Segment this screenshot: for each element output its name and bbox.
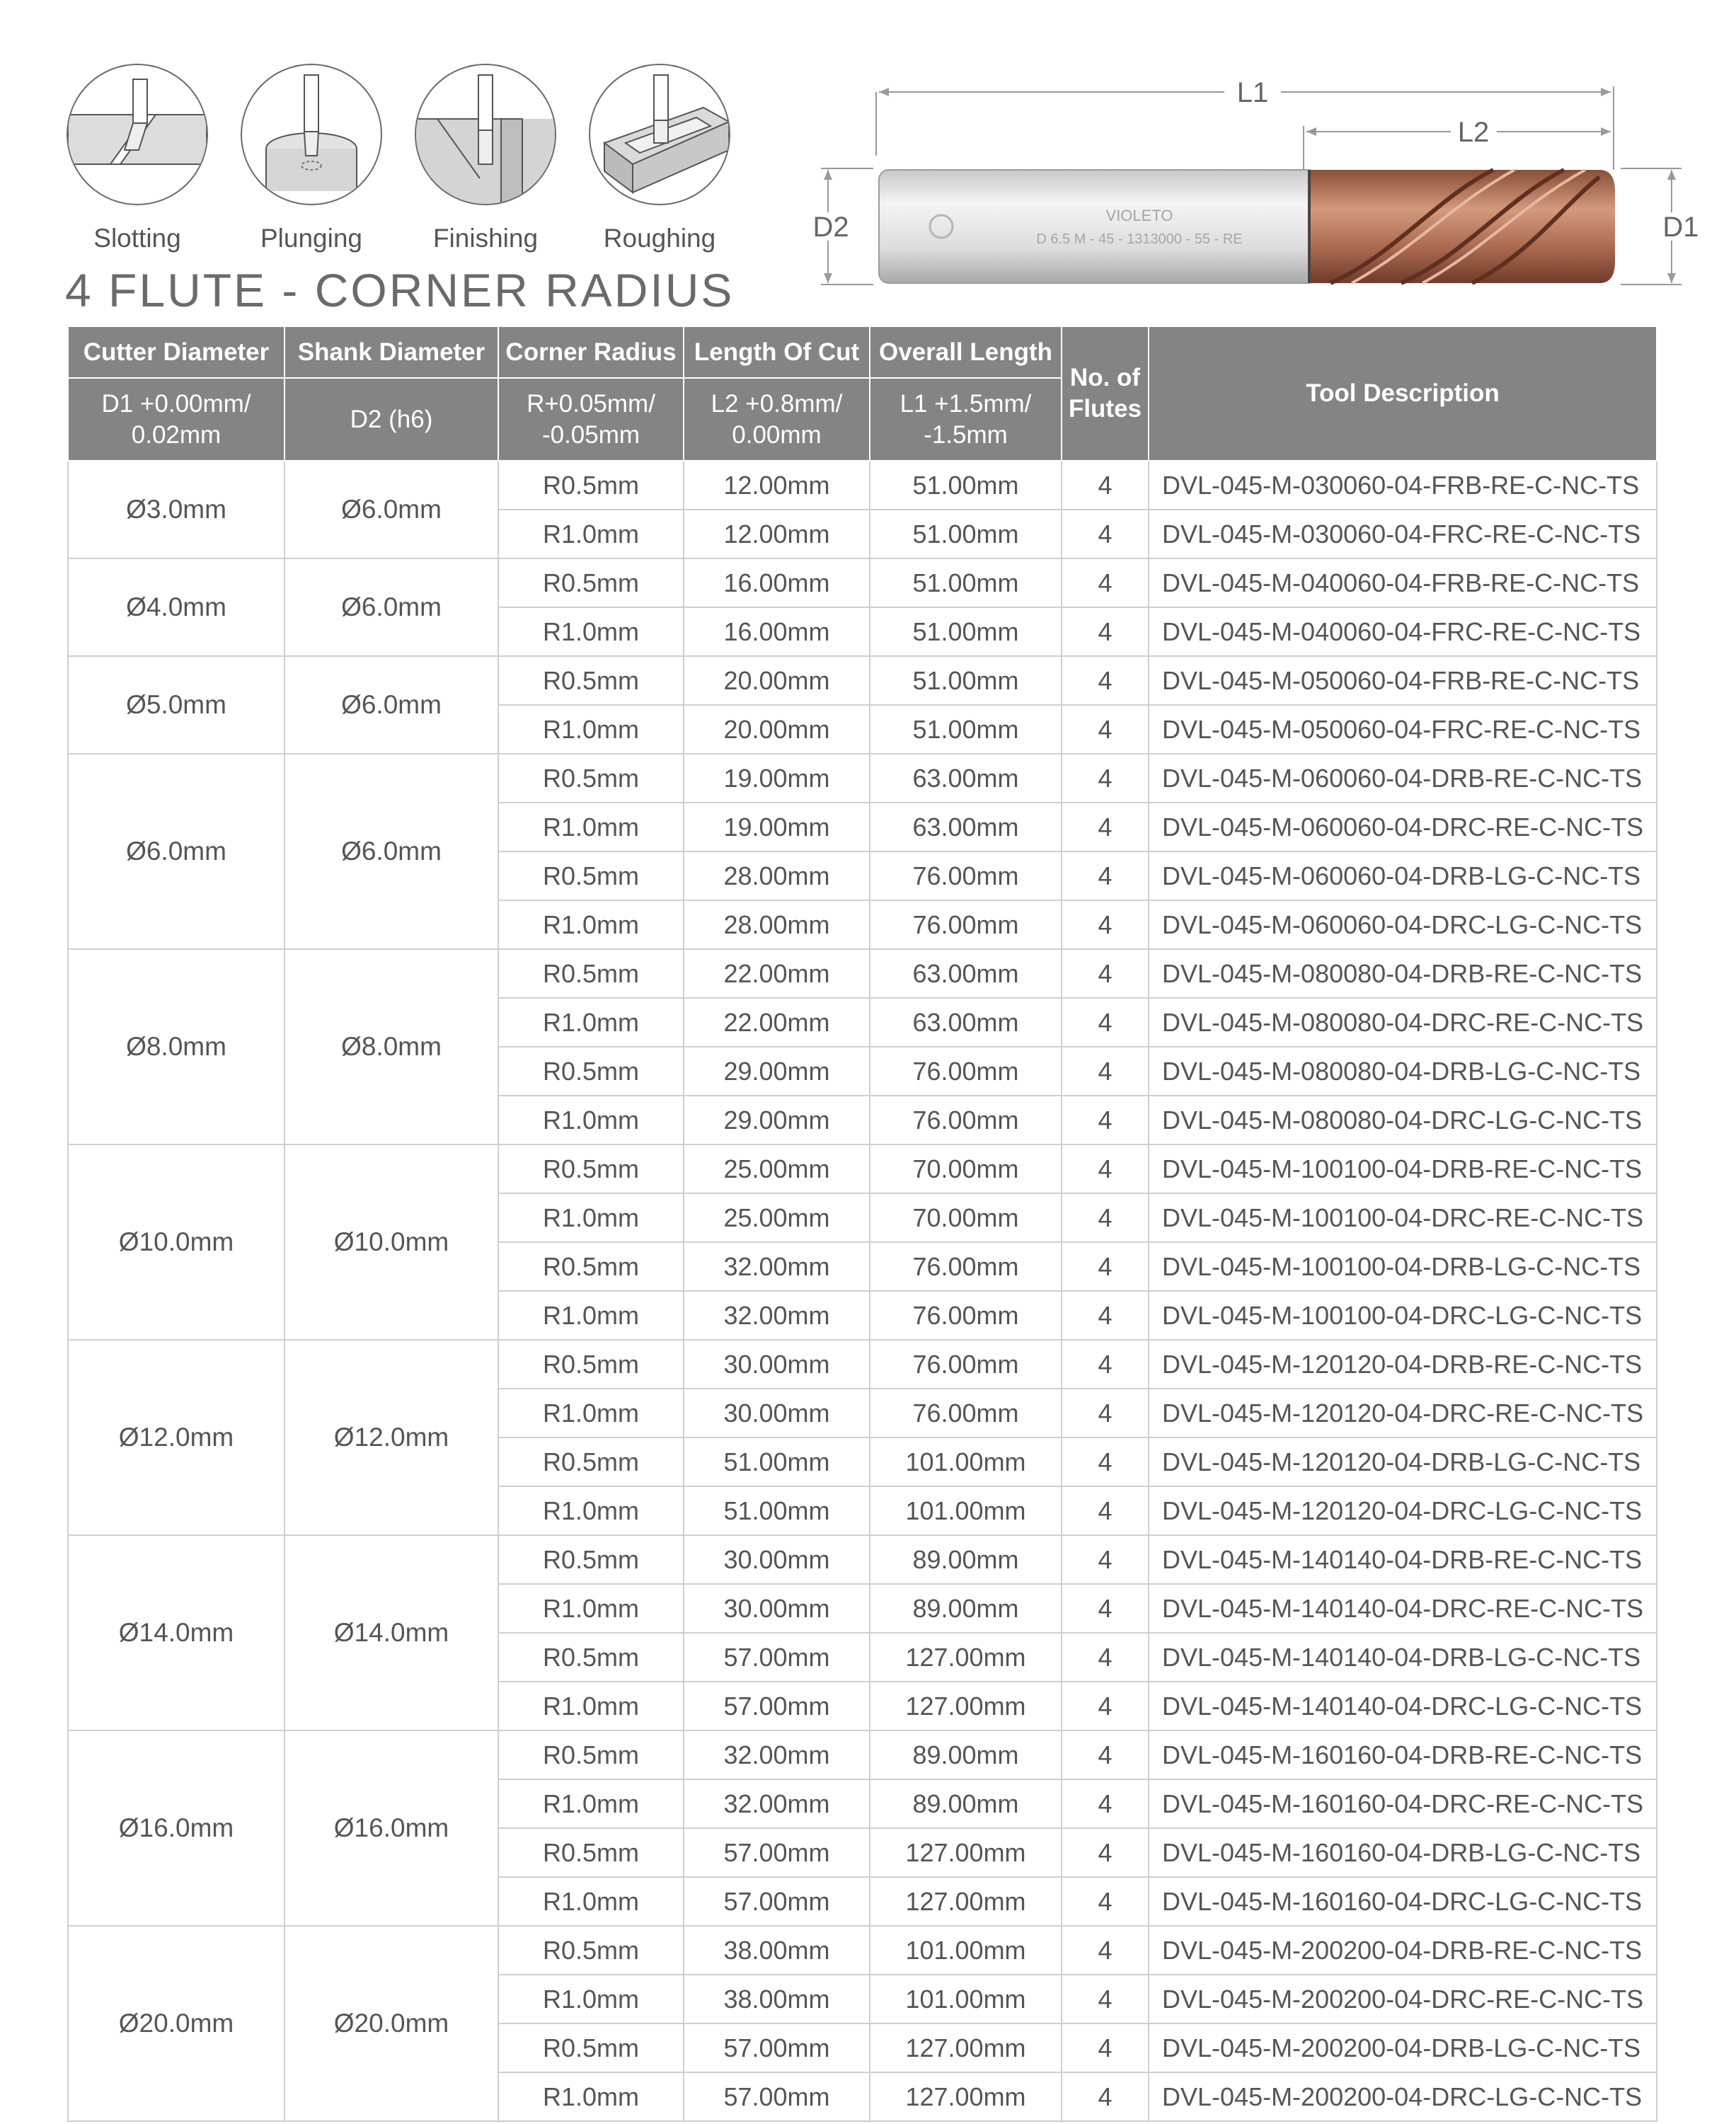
tool-description-cell: DVL-045-M-030060-04-FRB-RE-C-NC-TS xyxy=(1149,461,1657,510)
corner-radius-cell: R0.5mm xyxy=(498,656,684,705)
overall-length-cell: 76.00mm xyxy=(870,1389,1062,1437)
table-row xyxy=(68,656,1657,705)
corner-radius-cell: R1.0mm xyxy=(498,1779,684,1828)
length-of-cut-cell: 38.00mm xyxy=(684,1926,870,1975)
flutes-cell: 4 xyxy=(1062,1730,1149,1779)
corner-radius-cell: R0.5mm xyxy=(498,851,684,900)
table-row xyxy=(68,949,1657,998)
shank-diameter-cell: Ø6.0mm xyxy=(284,461,498,558)
overall-length-cell: 101.00mm xyxy=(870,1926,1062,1975)
length-of-cut-cell: 32.00mm xyxy=(684,1779,870,1828)
corner-radius-cell: R1.0mm xyxy=(498,900,684,949)
tool-description-cell: DVL-045-M-140140-04-DRC-LG-C-NC-TS xyxy=(1149,1682,1657,1730)
cutter-diameter-cell: Ø8.0mm xyxy=(68,949,284,1144)
overall-length-cell: 101.00mm xyxy=(870,1437,1062,1486)
overall-length-cell: 51.00mm xyxy=(870,461,1062,510)
length-of-cut-cell: 30.00mm xyxy=(684,1584,870,1633)
table-body xyxy=(68,461,1657,2121)
overall-length-cell: 89.00mm xyxy=(870,1535,1062,1584)
table-row xyxy=(68,558,1657,607)
flutes-cell: 4 xyxy=(1062,900,1149,949)
corner-radius-cell: R0.5mm xyxy=(498,1926,684,1975)
length-of-cut-cell: 32.00mm xyxy=(684,1291,870,1340)
slotting-icon xyxy=(67,64,208,205)
overall-length-cell: 89.00mm xyxy=(870,1779,1062,1828)
overall-length-cell: 63.00mm xyxy=(870,803,1062,851)
tool-description-cell: DVL-045-M-040060-04-FRC-RE-C-NC-TS xyxy=(1149,607,1657,656)
length-of-cut-cell: 16.00mm xyxy=(684,558,870,607)
flutes-cell: 4 xyxy=(1062,1242,1149,1291)
length-of-cut-cell: 57.00mm xyxy=(684,1877,870,1926)
length-of-cut-cell: 38.00mm xyxy=(684,1975,870,2023)
tool-description-cell: DVL-045-M-050060-04-FRC-RE-C-NC-TS xyxy=(1149,705,1657,754)
tool-description-cell: DVL-045-M-200200-04-DRC-LG-C-NC-TS xyxy=(1149,2072,1657,2121)
tool-description-cell: DVL-045-M-060060-04-DRC-LG-C-NC-TS xyxy=(1149,900,1657,949)
corner-radius-cell: R0.5mm xyxy=(498,1437,684,1486)
tool-description-cell: DVL-045-M-100100-04-DRC-RE-C-NC-TS xyxy=(1149,1193,1657,1242)
corner-radius-cell: R1.0mm xyxy=(498,1975,684,2023)
op-label: Finishing xyxy=(432,224,539,253)
cutter-diameter-cell: Ø10.0mm xyxy=(68,1144,284,1340)
overall-length-cell: 89.00mm xyxy=(870,1730,1062,1779)
tool-description-cell: DVL-045-M-080080-04-DRB-RE-C-NC-TS xyxy=(1149,949,1657,998)
corner-radius-cell: R1.0mm xyxy=(498,2072,684,2121)
op-finishing xyxy=(415,64,556,253)
tool-description-cell: DVL-045-M-100100-04-DRB-LG-C-NC-TS xyxy=(1149,1242,1657,1291)
overall-length-cell: 76.00mm xyxy=(870,1242,1062,1291)
overall-length-cell: 70.00mm xyxy=(870,1144,1062,1193)
cutter-diameter-cell: Ø14.0mm xyxy=(68,1535,284,1730)
header-cutter-diameter: Cutter Diameter xyxy=(68,326,284,378)
flutes-cell: 4 xyxy=(1062,2023,1149,2072)
shank-diameter-cell: Ø14.0mm xyxy=(284,1535,498,1730)
l1-label: L1 xyxy=(1236,77,1269,108)
op-label: Roughing xyxy=(603,224,716,253)
tool-description-cell: DVL-045-M-050060-04-FRB-RE-C-NC-TS xyxy=(1149,656,1657,705)
cutter-diameter-cell: Ø5.0mm xyxy=(68,656,284,754)
table-row xyxy=(68,754,1657,803)
length-of-cut-cell: 28.00mm xyxy=(684,900,870,949)
flutes-cell: 4 xyxy=(1062,2072,1149,2121)
tool-description-cell: DVL-045-M-120120-04-DRB-LG-C-NC-TS xyxy=(1149,1437,1657,1486)
tool-description-cell: DVL-045-M-200200-04-DRB-RE-C-NC-TS xyxy=(1149,1926,1657,1975)
flutes-cell: 4 xyxy=(1062,656,1149,705)
length-of-cut-cell: 32.00mm xyxy=(684,1730,870,1779)
shank-diameter-cell: Ø6.0mm xyxy=(284,754,498,949)
length-of-cut-cell: 20.00mm xyxy=(684,705,870,754)
overall-length-cell: 63.00mm xyxy=(870,754,1062,803)
roughing-icon xyxy=(589,64,730,205)
corner-radius-cell: R1.0mm xyxy=(498,1389,684,1437)
length-of-cut-cell: 57.00mm xyxy=(684,2072,870,2121)
flutes-cell: 4 xyxy=(1062,851,1149,900)
tool-description-cell: DVL-045-M-140140-04-DRB-RE-C-NC-TS xyxy=(1149,1535,1657,1584)
tool-diagram xyxy=(814,71,1706,304)
corner-radius-cell: R0.5mm xyxy=(498,461,684,510)
corner-radius-cell: R0.5mm xyxy=(498,1535,684,1584)
shank-diameter-cell: Ø12.0mm xyxy=(284,1340,498,1535)
flutes-cell: 4 xyxy=(1062,705,1149,754)
tool-description-cell: DVL-045-M-140140-04-DRC-RE-C-NC-TS xyxy=(1149,1584,1657,1633)
corner-radius-cell: R1.0mm xyxy=(498,607,684,656)
cutter-diameter-cell: Ø6.0mm xyxy=(68,754,284,949)
flutes-cell: 4 xyxy=(1062,1193,1149,1242)
corner-radius-cell: R1.0mm xyxy=(498,1193,684,1242)
tool-description-cell: DVL-045-M-030060-04-FRC-RE-C-NC-TS xyxy=(1149,510,1657,558)
d2-label: D2 xyxy=(814,212,849,243)
corner-radius-cell: R1.0mm xyxy=(498,1486,684,1535)
corner-radius-cell: R1.0mm xyxy=(498,803,684,851)
overall-length-cell: 127.00mm xyxy=(870,1828,1062,1877)
corner-radius-cell: R1.0mm xyxy=(498,705,684,754)
tool-description-cell: DVL-045-M-060060-04-DRC-RE-C-NC-TS xyxy=(1149,803,1657,851)
flutes-cell: 4 xyxy=(1062,1535,1149,1584)
shank-diameter-cell: Ø6.0mm xyxy=(284,656,498,754)
flutes-cell: 4 xyxy=(1062,1584,1149,1633)
length-of-cut-cell: 12.00mm xyxy=(684,461,870,510)
table-row xyxy=(68,1535,1657,1584)
op-roughing xyxy=(589,64,730,253)
length-of-cut-cell: 32.00mm xyxy=(684,1242,870,1291)
overall-length-cell: 51.00mm xyxy=(870,656,1062,705)
corner-radius-cell: R1.0mm xyxy=(498,510,684,558)
length-of-cut-cell: 30.00mm xyxy=(684,1340,870,1389)
length-of-cut-cell: 25.00mm xyxy=(684,1144,870,1193)
length-of-cut-cell: 12.00mm xyxy=(684,510,870,558)
table-row xyxy=(68,1340,1657,1389)
overall-length-cell: 127.00mm xyxy=(870,2072,1062,2121)
flutes-cell: 4 xyxy=(1062,1877,1149,1926)
corner-radius-cell: R1.0mm xyxy=(498,1877,684,1926)
shank-code: D 6.5 M - 45 - 1313000 - 55 - RE xyxy=(1036,231,1243,247)
finishing-icon xyxy=(415,64,556,205)
l2-label: L2 xyxy=(1457,117,1490,148)
tool-description-cell: DVL-045-M-040060-04-FRB-RE-C-NC-TS xyxy=(1149,558,1657,607)
overall-length-cell: 51.00mm xyxy=(870,558,1062,607)
length-of-cut-cell: 57.00mm xyxy=(684,1682,870,1730)
length-of-cut-cell: 29.00mm xyxy=(684,1047,870,1096)
length-of-cut-cell: 51.00mm xyxy=(684,1437,870,1486)
header-flutes: No. of Flutes xyxy=(1062,326,1149,461)
subheader-l1: L1 +1.5mm/ -1.5mm xyxy=(870,378,1062,461)
tool-description-cell: DVL-045-M-100100-04-DRC-LG-C-NC-TS xyxy=(1149,1291,1657,1340)
header-overall-length: Overall Length xyxy=(870,326,1062,378)
length-of-cut-cell: 30.00mm xyxy=(684,1535,870,1584)
overall-length-cell: 70.00mm xyxy=(870,1193,1062,1242)
shank-diameter-cell: Ø20.0mm xyxy=(284,1926,498,2121)
overall-length-cell: 89.00mm xyxy=(870,1584,1062,1633)
tool-description-cell: DVL-045-M-120120-04-DRC-RE-C-NC-TS xyxy=(1149,1389,1657,1437)
corner-radius-cell: R0.5mm xyxy=(498,1047,684,1096)
flutes-cell: 4 xyxy=(1062,1437,1149,1486)
header-corner-radius: Corner Radius xyxy=(498,326,684,378)
length-of-cut-cell: 22.00mm xyxy=(684,949,870,998)
length-of-cut-cell: 19.00mm xyxy=(684,803,870,851)
overall-length-cell: 101.00mm xyxy=(870,1975,1062,2023)
overall-length-cell: 51.00mm xyxy=(870,607,1062,656)
cutter-diameter-cell: Ø12.0mm xyxy=(68,1340,284,1535)
corner-radius-cell: R0.5mm xyxy=(498,558,684,607)
tool-description-cell: DVL-045-M-160160-04-DRB-LG-C-NC-TS xyxy=(1149,1828,1657,1877)
tool-description-cell: DVL-045-M-200200-04-DRB-LG-C-NC-TS xyxy=(1149,2023,1657,2072)
flutes-cell: 4 xyxy=(1062,1633,1149,1682)
overall-length-cell: 76.00mm xyxy=(870,1047,1062,1096)
flutes-cell: 4 xyxy=(1062,998,1149,1047)
cutter-diameter-cell: Ø4.0mm xyxy=(68,558,284,656)
tool-description-cell: DVL-045-M-160160-04-DRC-RE-C-NC-TS xyxy=(1149,1779,1657,1828)
subheader-d1: D1 +0.00mm/ 0.02mm xyxy=(68,378,284,461)
tool-description-cell: DVL-045-M-120120-04-DRB-RE-C-NC-TS xyxy=(1149,1340,1657,1389)
cutter-diameter-cell: Ø16.0mm xyxy=(68,1730,284,1926)
length-of-cut-cell: 28.00mm xyxy=(684,851,870,900)
flutes-cell: 4 xyxy=(1062,607,1149,656)
length-of-cut-cell: 19.00mm xyxy=(684,754,870,803)
shank-diameter-cell: Ø8.0mm xyxy=(284,949,498,1144)
corner-radius-cell: R0.5mm xyxy=(498,1340,684,1389)
overall-length-cell: 127.00mm xyxy=(870,1877,1062,1926)
flutes-cell: 4 xyxy=(1062,1779,1149,1828)
cutter-diameter-cell: Ø20.0mm xyxy=(68,1926,284,2121)
header-length-of-cut: Length Of Cut xyxy=(684,326,870,378)
overall-length-cell: 51.00mm xyxy=(870,510,1062,558)
corner-radius-cell: R0.5mm xyxy=(498,1144,684,1193)
subheader-r: R+0.05mm/ -0.05mm xyxy=(498,378,684,461)
flutes-cell: 4 xyxy=(1062,1047,1149,1096)
flutes-cell: 4 xyxy=(1062,803,1149,851)
overall-length-cell: 76.00mm xyxy=(870,851,1062,900)
flutes-cell: 4 xyxy=(1062,1682,1149,1730)
corner-radius-cell: R0.5mm xyxy=(498,1828,684,1877)
table-row xyxy=(68,1926,1657,1975)
header-shank-diameter: Shank Diameter xyxy=(284,326,498,378)
length-of-cut-cell: 29.00mm xyxy=(684,1096,870,1144)
cutter-diameter-cell: Ø3.0mm xyxy=(68,461,284,558)
table-row xyxy=(68,461,1657,510)
flutes-cell: 4 xyxy=(1062,1926,1149,1975)
corner-radius-cell: R0.5mm xyxy=(498,754,684,803)
corner-radius-cell: R0.5mm xyxy=(498,1242,684,1291)
flutes-cell: 4 xyxy=(1062,1828,1149,1877)
length-of-cut-cell: 22.00mm xyxy=(684,998,870,1047)
tool-description-cell: DVL-045-M-060060-04-DRB-RE-C-NC-TS xyxy=(1149,754,1657,803)
flutes-cell: 4 xyxy=(1062,1975,1149,2023)
corner-radius-cell: R1.0mm xyxy=(498,1682,684,1730)
shank-diameter-cell: Ø6.0mm xyxy=(284,558,498,656)
overall-length-cell: 76.00mm xyxy=(870,1096,1062,1144)
overall-length-cell: 127.00mm xyxy=(870,2023,1062,2072)
length-of-cut-cell: 57.00mm xyxy=(684,2023,870,2072)
tool-description-cell: DVL-045-M-060060-04-DRB-LG-C-NC-TS xyxy=(1149,851,1657,900)
overall-length-cell: 51.00mm xyxy=(870,705,1062,754)
flutes-cell: 4 xyxy=(1062,1144,1149,1193)
flutes-cell: 4 xyxy=(1062,1486,1149,1535)
tool-description-cell: DVL-045-M-160160-04-DRC-LG-C-NC-TS xyxy=(1149,1877,1657,1926)
subheader-d2: D2 (h6) xyxy=(284,378,498,461)
flutes-cell: 4 xyxy=(1062,1096,1149,1144)
corner-radius-cell: R1.0mm xyxy=(498,1096,684,1144)
overall-length-cell: 63.00mm xyxy=(870,949,1062,998)
length-of-cut-cell: 51.00mm xyxy=(684,1486,870,1535)
flutes-cell: 4 xyxy=(1062,1389,1149,1437)
d1-label: D1 xyxy=(1662,212,1699,243)
tool-description-cell: DVL-045-M-080080-04-DRC-RE-C-NC-TS xyxy=(1149,998,1657,1047)
flutes-cell: 4 xyxy=(1062,1340,1149,1389)
subheader-l2: L2 +0.8mm/ 0.00mm xyxy=(684,378,870,461)
overall-length-cell: 127.00mm xyxy=(870,1633,1062,1682)
flutes-cell: 4 xyxy=(1062,1291,1149,1340)
tool-description-cell: DVL-045-M-160160-04-DRB-RE-C-NC-TS xyxy=(1149,1730,1657,1779)
shank-text: VIOLETO xyxy=(1105,207,1173,224)
flutes-cell: 4 xyxy=(1062,461,1149,510)
flutes-cell: 4 xyxy=(1062,949,1149,998)
corner-radius-cell: R0.5mm xyxy=(498,1730,684,1779)
length-of-cut-cell: 57.00mm xyxy=(684,1633,870,1682)
length-of-cut-cell: 30.00mm xyxy=(684,1389,870,1437)
shank-diameter-cell: Ø10.0mm xyxy=(284,1144,498,1340)
corner-radius-cell: R1.0mm xyxy=(498,1291,684,1340)
corner-radius-cell: R1.0mm xyxy=(498,1584,684,1633)
table-row xyxy=(68,1730,1657,1779)
tool-description-cell: DVL-045-M-080080-04-DRB-LG-C-NC-TS xyxy=(1149,1047,1657,1096)
length-of-cut-cell: 57.00mm xyxy=(684,1828,870,1877)
corner-radius-cell: R0.5mm xyxy=(498,1633,684,1682)
table-row xyxy=(68,1144,1657,1193)
header-tool-description: Tool Description xyxy=(1149,326,1657,461)
overall-length-cell: 63.00mm xyxy=(870,998,1062,1047)
spec-table xyxy=(67,326,1657,2122)
page-title: 4 FLUTE - CORNER RADIUS xyxy=(65,264,735,316)
tool-description-cell: DVL-045-M-140140-04-DRB-LG-C-NC-TS xyxy=(1149,1633,1657,1682)
length-of-cut-cell: 16.00mm xyxy=(684,607,870,656)
corner-radius-cell: R0.5mm xyxy=(498,949,684,998)
op-slotting xyxy=(67,64,208,253)
shank-diameter-cell: Ø16.0mm xyxy=(284,1730,498,1926)
op-plunging xyxy=(241,64,382,253)
tool-description-cell: DVL-045-M-100100-04-DRB-RE-C-NC-TS xyxy=(1149,1144,1657,1193)
op-label: Plunging xyxy=(260,224,362,253)
flutes-cell: 4 xyxy=(1062,510,1149,558)
overall-length-cell: 76.00mm xyxy=(870,900,1062,949)
tool-description-cell: DVL-045-M-120120-04-DRC-LG-C-NC-TS xyxy=(1149,1486,1657,1535)
length-of-cut-cell: 25.00mm xyxy=(684,1193,870,1242)
tool-description-cell: DVL-045-M-200200-04-DRC-RE-C-NC-TS xyxy=(1149,1975,1657,2023)
corner-radius-cell: R0.5mm xyxy=(498,2023,684,2072)
op-label: Slotting xyxy=(93,224,181,253)
corner-radius-cell: R1.0mm xyxy=(498,998,684,1047)
overall-length-cell: 76.00mm xyxy=(870,1291,1062,1340)
length-of-cut-cell: 20.00mm xyxy=(684,656,870,705)
flutes-cell: 4 xyxy=(1062,558,1149,607)
tool-description-cell: DVL-045-M-080080-04-DRC-LG-C-NC-TS xyxy=(1149,1096,1657,1144)
plunging-icon xyxy=(241,64,382,205)
overall-length-cell: 76.00mm xyxy=(870,1340,1062,1389)
overall-length-cell: 127.00mm xyxy=(870,1682,1062,1730)
overall-length-cell: 101.00mm xyxy=(870,1486,1062,1535)
flutes-cell: 4 xyxy=(1062,754,1149,803)
